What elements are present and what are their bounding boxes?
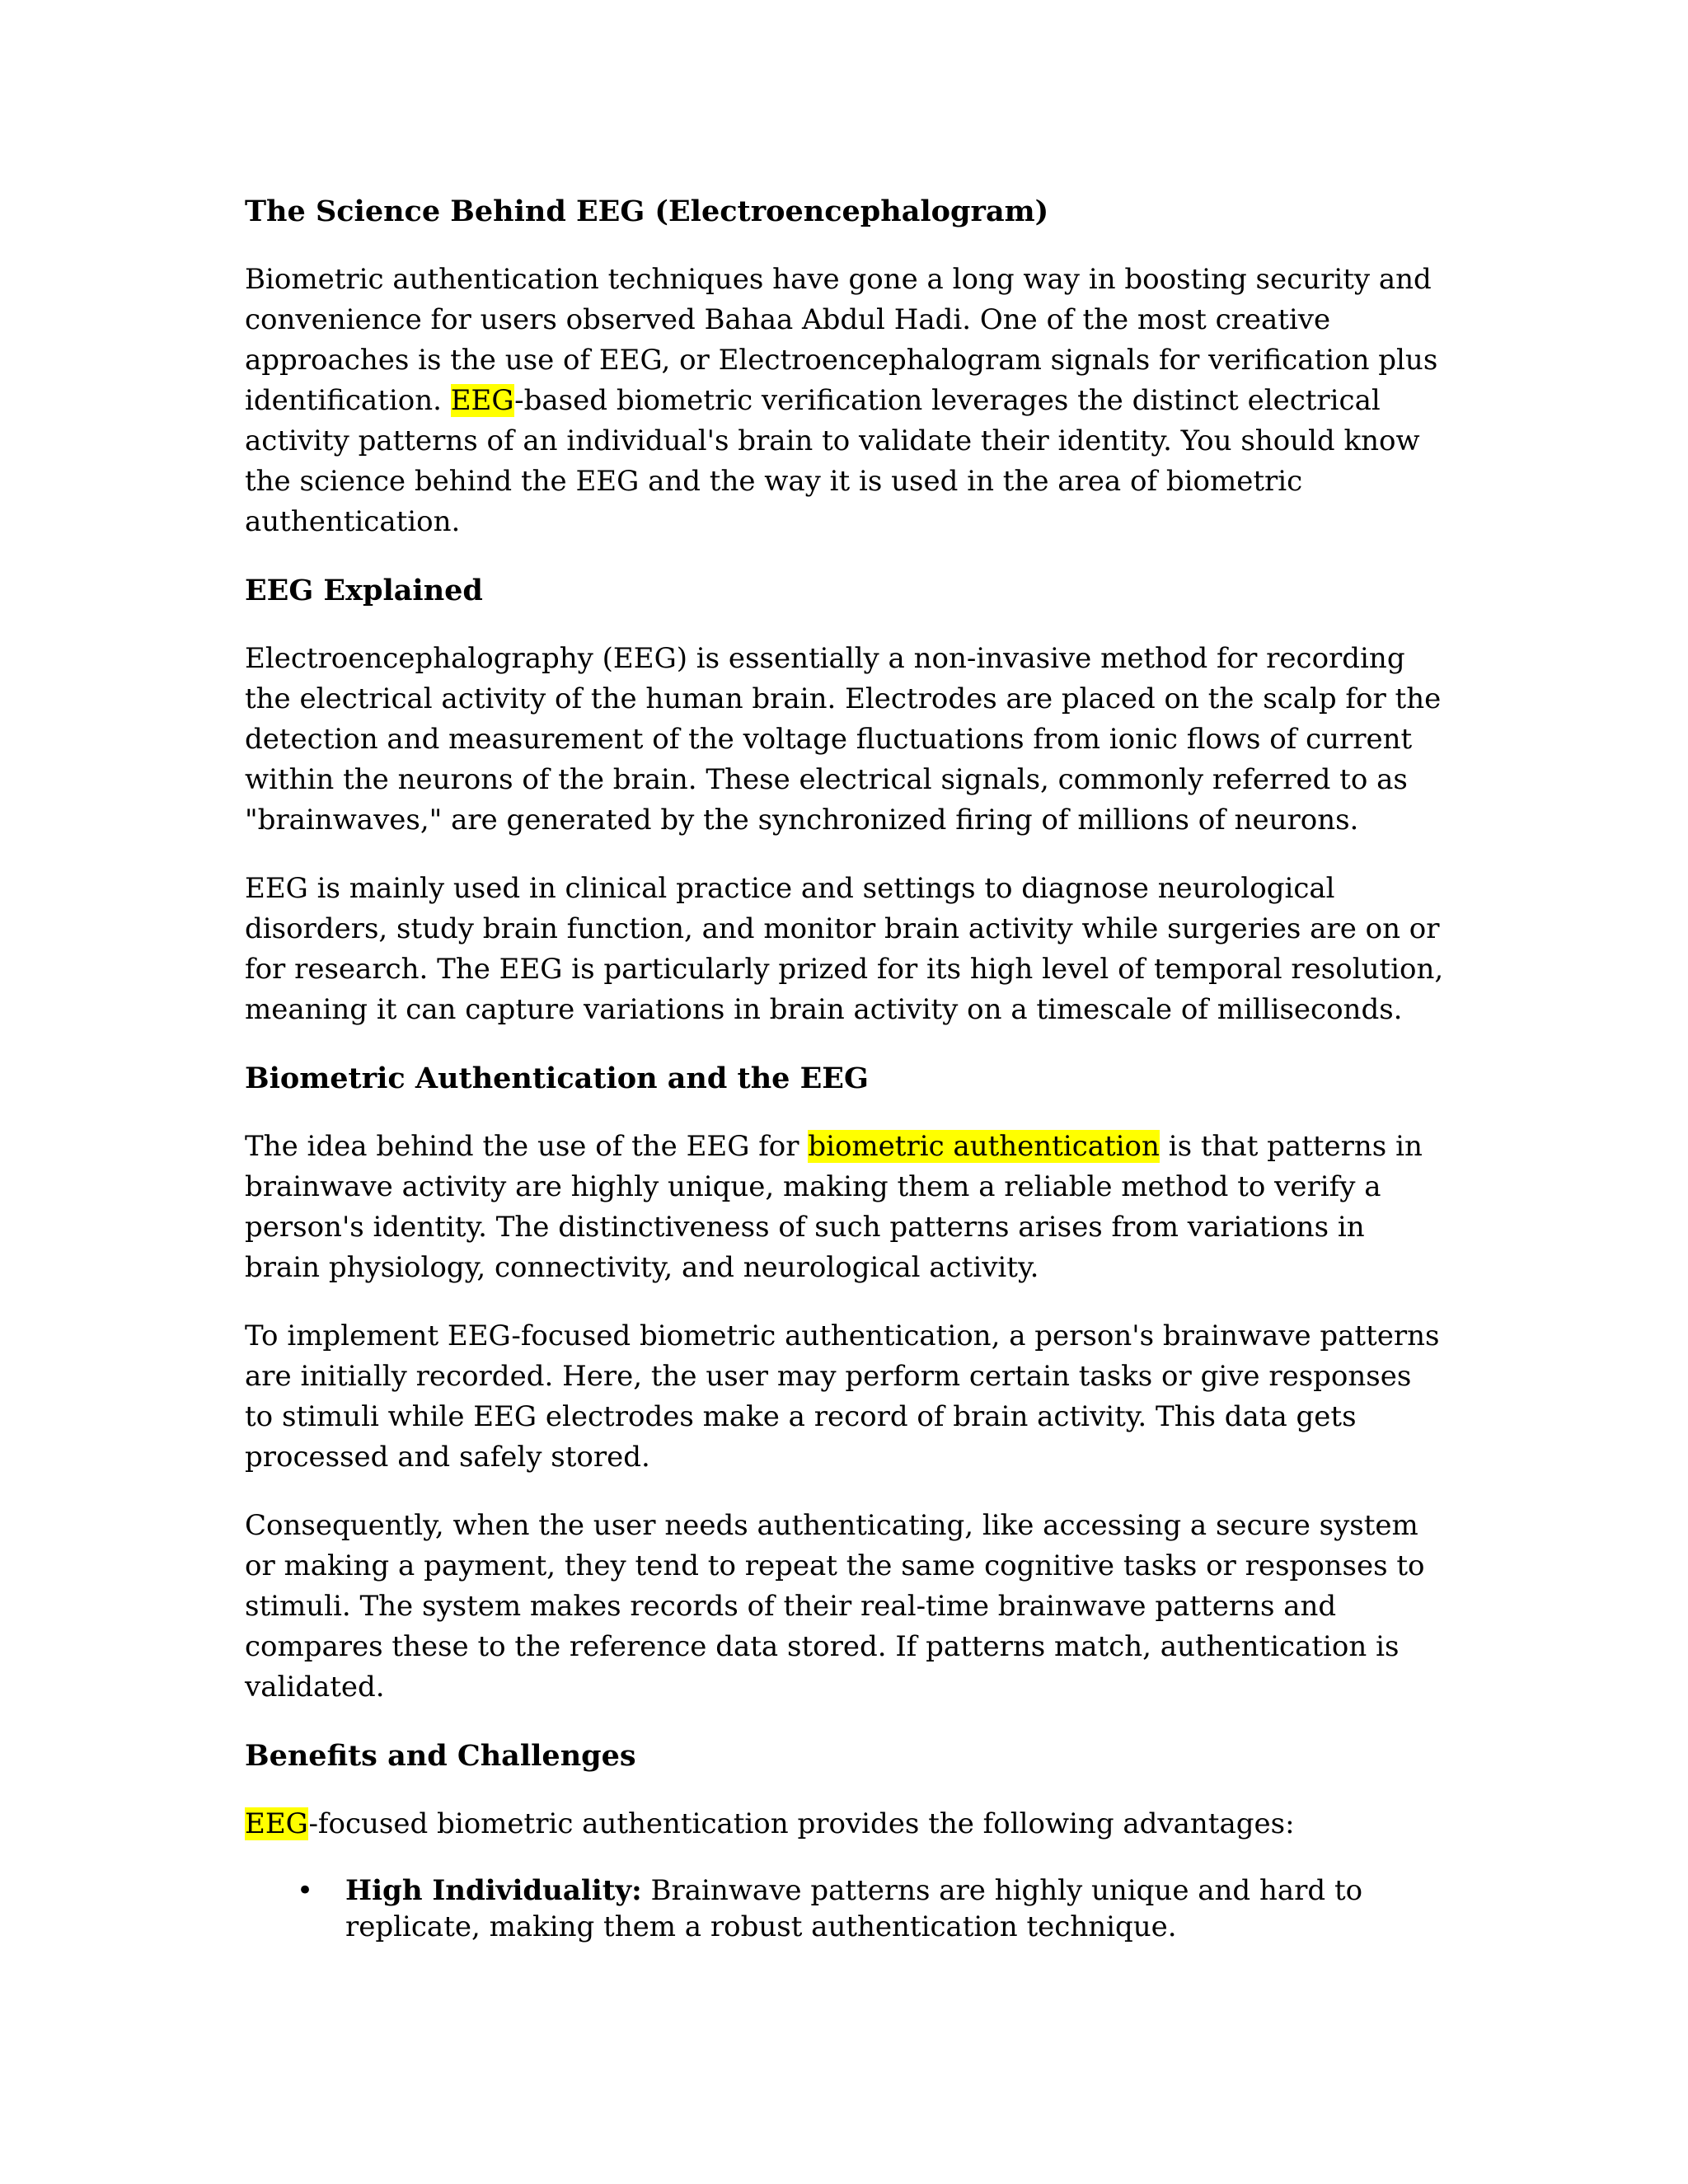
paragraph-text: -based biometric verification leverages the distinct electrical activity patterns of an individual's brain to validate their identity. You should know the science behind the EEG and the way it is used in the area of biometric authentication. — [245, 384, 1420, 538]
paragraph-advantages-intro — [245, 1804, 1448, 1844]
document-page — [245, 191, 1448, 1945]
paragraph-text: Biometric authentication techniques have gone a long way in boosting security and convenience for users observed Bahaa Abdul Hadi. One of the most creative approaches is the use of EEG, or Electroencephalogram signals for verification plus identification. — [245, 263, 1438, 417]
paragraph-text: The idea behind the use of the EEG for — [245, 1130, 809, 1163]
paragraph-implementation: To implement EEG-focused biometric authentication, a person's brainwave patterns are initially recorded. Here, the user may perform certain tasks or give responses to stimuli while EEG electrodes make a record of brain activity. This data gets processed and safely stored. — [245, 1319, 1440, 1474]
section-heading-eeg-explained: EEG Explained — [245, 574, 483, 607]
paragraph-biometric-idea — [245, 1127, 1448, 1288]
list-item-text: Brainwave patterns are highly unique and hard to replicate, making them a robust authentication technique. — [345, 1874, 1363, 1943]
bullet-icon: • — [297, 1874, 314, 1907]
highlighted-text: EEG — [245, 1807, 309, 1840]
paragraph-text: -focused biometric authentication provides the following advantages: — [308, 1807, 1295, 1840]
section-heading-biometric-eeg: Biometric Authentication and the EEG — [245, 1062, 869, 1095]
paragraph-intro — [245, 260, 1448, 542]
highlighted-text: EEG — [450, 384, 515, 417]
list-item-label: High Individuality: — [345, 1874, 642, 1907]
paragraph-authentication-flow: Consequently, when the user needs authenticating, like accessing a secure system or making a payment, they tend to repeat the same cognitive tasks or responses to stimuli. The system makes records of their real-time brainwave patterns and compares these to the reference data stored. If patterns match, authentication is validated. — [245, 1509, 1425, 1704]
paragraph-eeg-clinical: EEG is mainly used in clinical practice and settings to diagnose neurological disorders, study brain function, and monitor brain activity while surgeries are on or for research. The EEG is particularly prized for its high level of temporal resolution, meaning it can capture variations in brain activity on a timescale of milliseconds. — [245, 872, 1444, 1026]
paragraph-eeg-definition: Electroencephalography (EEG) is essentially a non-invasive method for recording the electrical activity of the human brain. Electrodes are placed on the scalp for the detection and measurement of the voltage fluctuations from ionic flows of current within the neurons of the brain. These electrical signals, commonly referred to as "brainwaves," are generated by the synchronized firing of millions of neurons. — [245, 642, 1442, 837]
advantages-list — [245, 1872, 1448, 1945]
highlighted-text: biometric authentication — [808, 1130, 1160, 1163]
section-heading-science: The Science Behind EEG (Electroencephalogram) — [245, 194, 1049, 228]
paragraph-text: is that patterns in brainwave activity are highly unique, making them a reliable method to verify a person's identity. The distinctiveness of such patterns arises from variations in brain physiology, connectivity, and neurological activity. — [245, 1130, 1423, 1284]
section-heading-benefits: Benefits and Challenges — [245, 1739, 636, 1773]
list-item — [245, 1872, 1448, 1945]
